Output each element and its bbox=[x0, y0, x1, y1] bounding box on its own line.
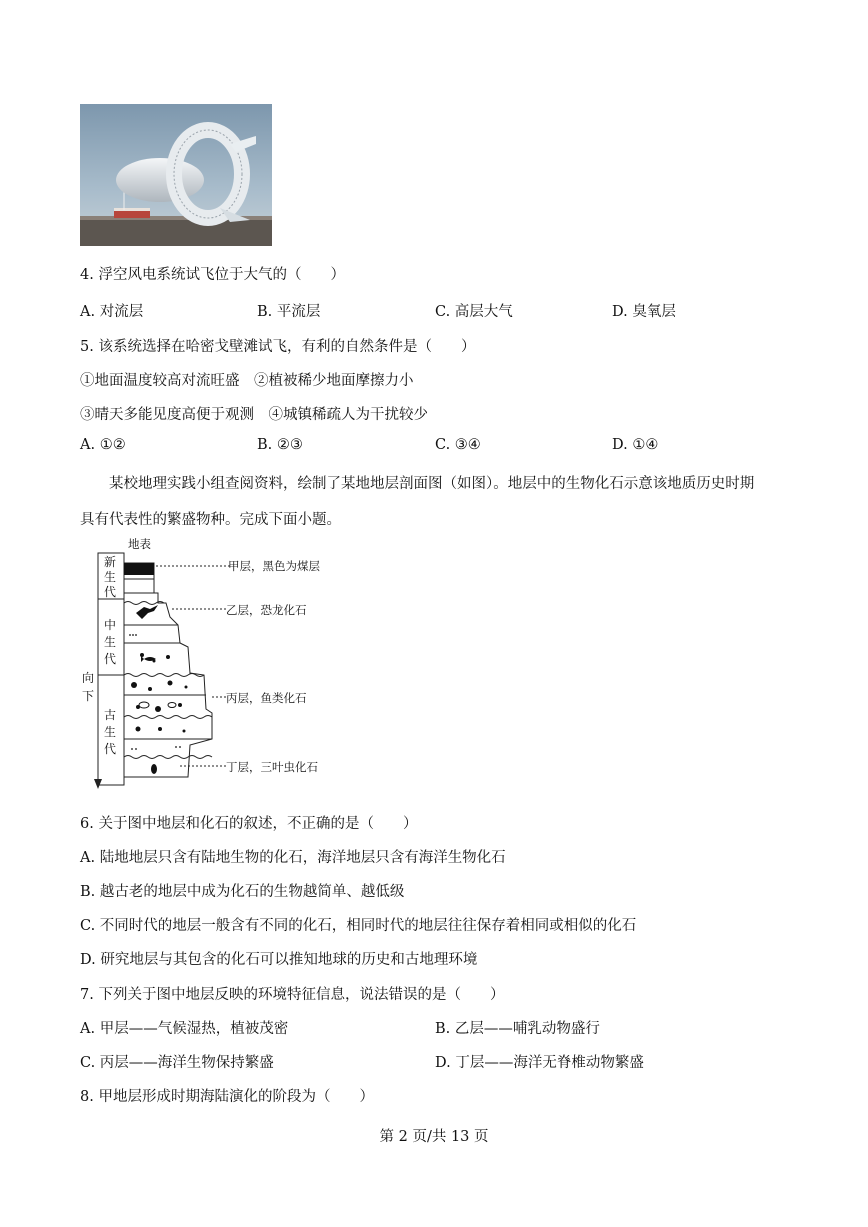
question-5-option-b: B. ②③ bbox=[257, 437, 303, 453]
question-6-option-c: C. 不同时代的地层一般含有不同的化石，相同时代的地层往往保存着相同或相似的化石 bbox=[80, 918, 637, 934]
question-6-option-a: A. 陆地地层只含有陆地生物的化石，海洋地层只含有海洋生物化石 bbox=[80, 850, 506, 866]
question-5-statement-2: ③晴天多能见度高便于观测 ④城镇稀疏人为干扰较少 bbox=[80, 407, 428, 423]
question-5-stem: 5. 该系统选择在哈密戈壁滩试飞，有利的自然条件是（ ） bbox=[80, 339, 476, 355]
layer-bing-label: 丙层，鱼类化石 bbox=[226, 691, 307, 705]
question-6-option-b: B. 越古老的地层中成为化石的生物越简单、越低级 bbox=[80, 884, 405, 900]
question-4-stem: 4. 浮空风电系统试飞位于大气的（ ） bbox=[80, 267, 345, 283]
question-4-option-c: C. 高层大气 bbox=[435, 304, 513, 320]
question-5-statement-1: ①地面温度较高对流旺盛 ②植被稀少地面摩擦力小 bbox=[80, 373, 414, 389]
direction-down-label: 向下 bbox=[82, 671, 95, 703]
question-7-option-a: A. 甲层——气候湿热，植被茂密 bbox=[80, 1021, 289, 1037]
era-cenozoic-label: 新生代 bbox=[104, 555, 117, 599]
question-4-option-d: D. 臭氧层 bbox=[612, 304, 676, 320]
trilobite-fossil-icon bbox=[151, 764, 157, 774]
layer-ding-label: 丁层，三叶虫化石 bbox=[226, 760, 318, 774]
question-6-stem: 6. 关于图中地层和化石的叙述，不正确的是（ ） bbox=[80, 816, 418, 832]
question-8-stem: 8. 甲地层形成时期海陆演化的阶段为（ ） bbox=[80, 1089, 374, 1105]
question-7-option-d: D. 丁层——海洋无脊椎动物繁盛 bbox=[435, 1055, 644, 1071]
question-5-option-c: C. ③④ bbox=[435, 437, 481, 453]
layer-jia-label: 甲层，黑色为煤层 bbox=[228, 559, 320, 573]
question-6-option-d: D. 研究地层与其包含的化石可以推知地球的历史和古地理环境 bbox=[80, 952, 478, 968]
dinosaur-fossil-icon bbox=[136, 605, 158, 619]
surface-label: 地表 bbox=[128, 537, 151, 551]
question-5-option-a: A. ①② bbox=[80, 437, 126, 453]
stratigraphic-section-diagram bbox=[80, 533, 360, 795]
floating-turbine-image-icon bbox=[80, 104, 272, 246]
question-4-option-a: A. 对流层 bbox=[80, 304, 144, 320]
era-mesozoic-label: 中生代 bbox=[104, 618, 117, 666]
question-7-option-c: C. 丙层——海洋生物保持繁盛 bbox=[80, 1055, 274, 1071]
question-7-stem: 7. 下列关于图中地层反映的环境特征信息，说法错误的是（ ） bbox=[80, 987, 505, 1003]
layer-yi-label: 乙层，恐龙化石 bbox=[226, 603, 307, 617]
material-intro bbox=[80, 466, 788, 538]
question-4-option-b: B. 平流层 bbox=[257, 304, 321, 320]
intro-line-2: 具有代表性的繁盛物种。完成下面小题。 bbox=[80, 512, 341, 528]
floating-wind-turbine-photo bbox=[80, 104, 272, 246]
page-number-footer: 第 2 页/共 13 页 bbox=[379, 1129, 489, 1145]
question-5-option-d: D. ①④ bbox=[612, 437, 659, 453]
question-7-option-b: B. 乙层——哺乳动物盛行 bbox=[435, 1021, 600, 1037]
intro-line-1: 某校地理实践小组查阅资料，绘制了某地地层剖面图（如图）。地层中的生物化石示意该地质历史时期 bbox=[109, 476, 755, 492]
era-paleozoic-label: 古生代 bbox=[104, 708, 117, 756]
